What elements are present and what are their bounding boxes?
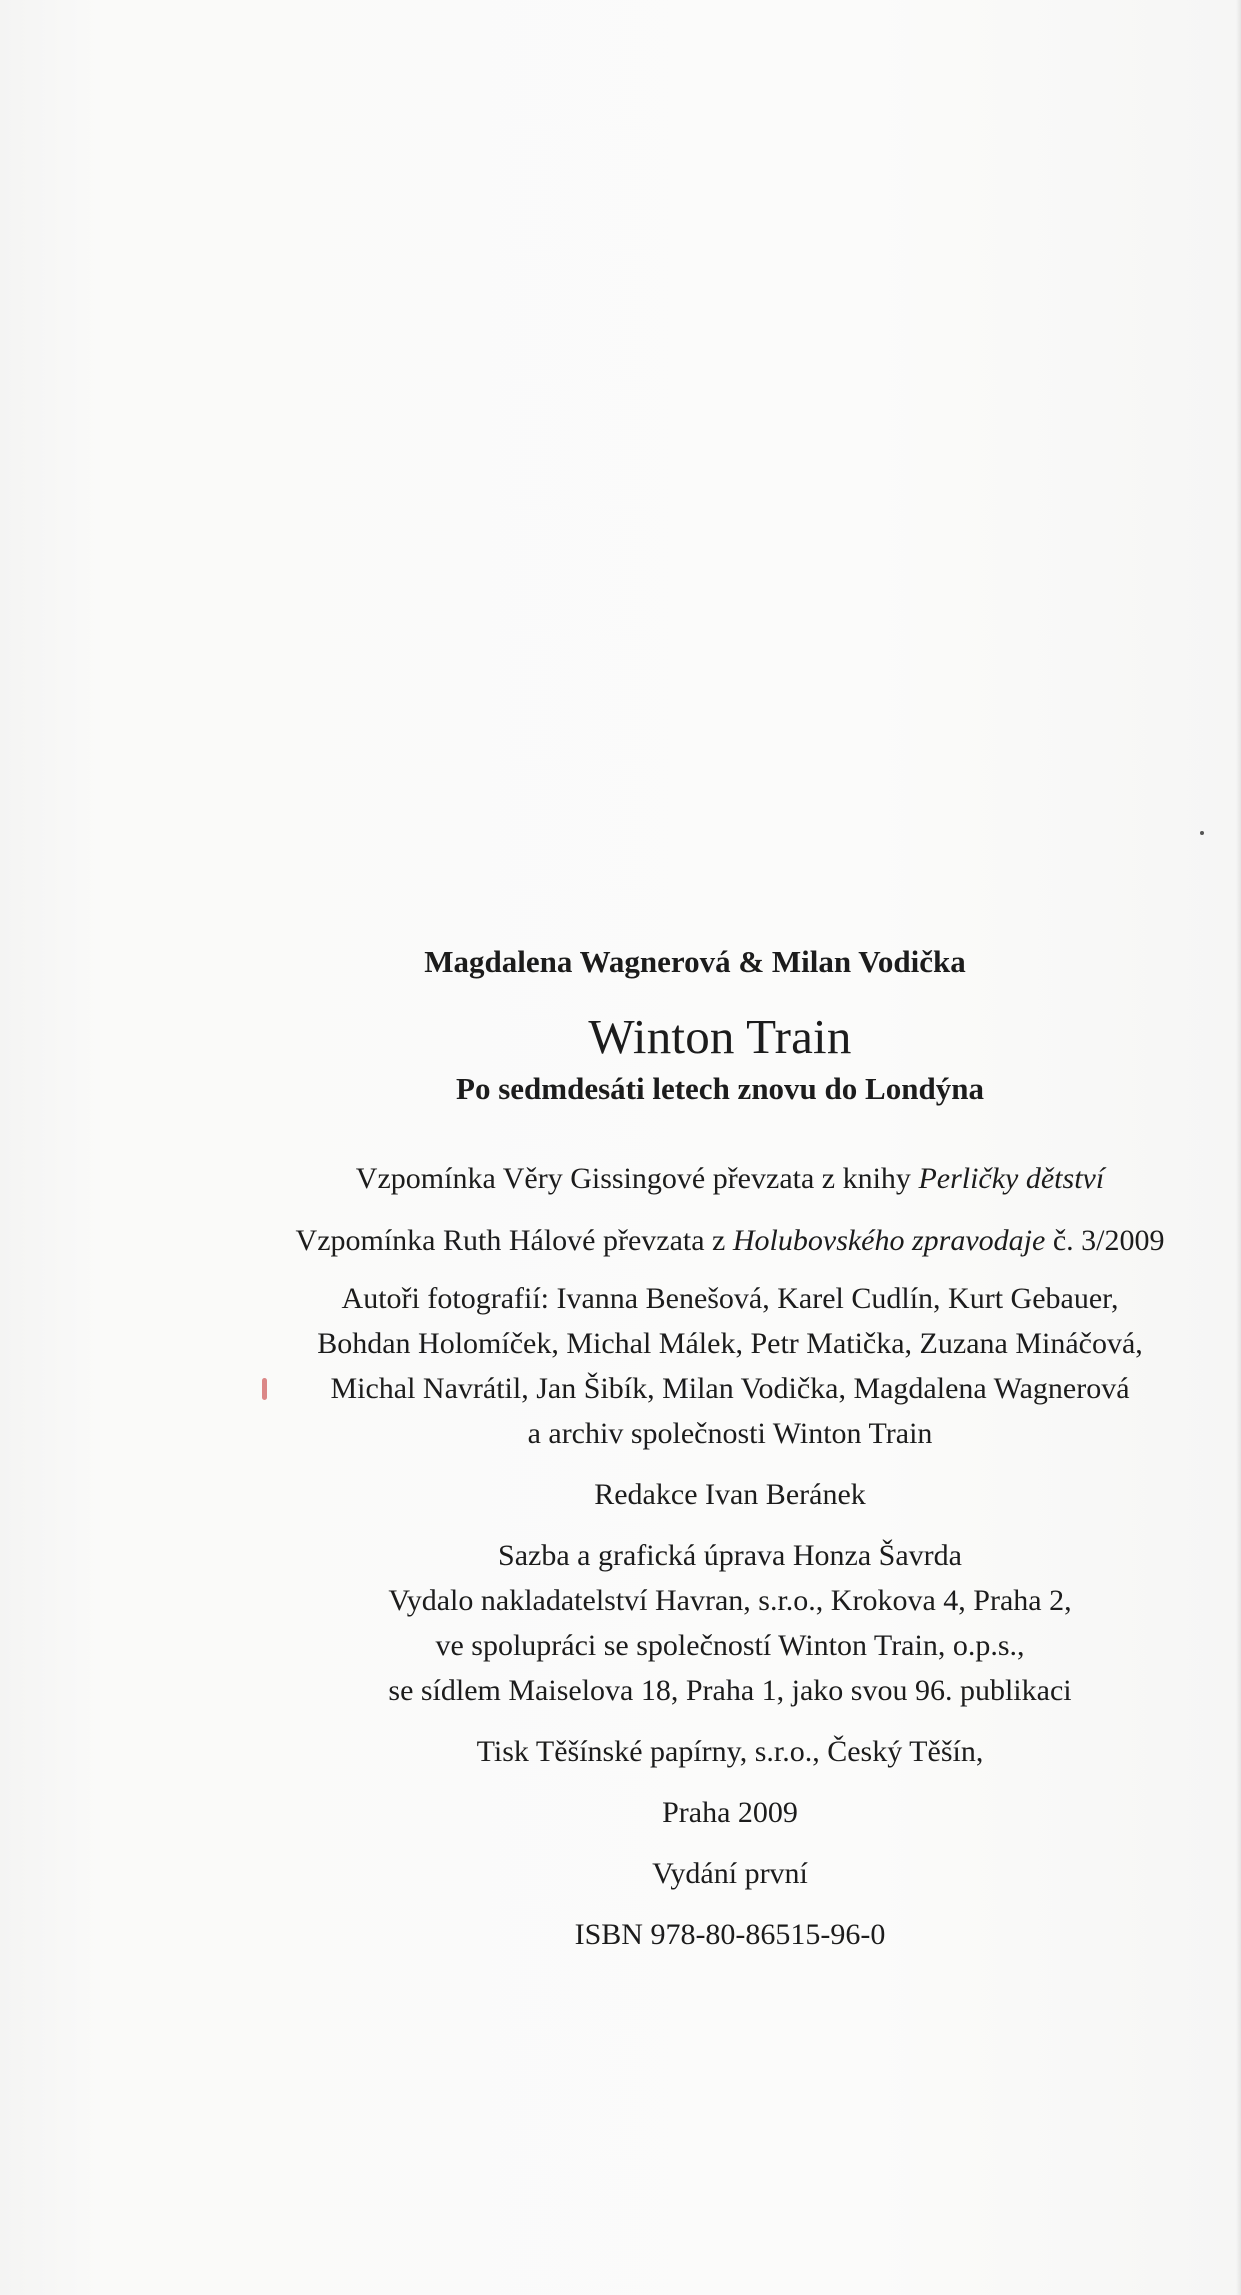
memory-vera-credit [210,1156,1241,1201]
memory-ruth-prefix: Vzpomínka Ruth Hálové převzata z [295,1224,733,1257]
publisher-line: Sazba a grafická úprava Honza Šavrda [498,1539,962,1572]
photo-credit-line: a archiv společnosti Winton Train [527,1417,933,1450]
publisher-line: se sídlem Maiselova 18, Praha 1, jako svou 96. publikaci [388,1674,1072,1707]
isbn: ISBN 978-80-86515-96-0 [574,1918,886,1951]
photo-credit-line: Bohdan Holomíček, Michal Málek, Petr Matička, Zuzana Mináčová, [317,1327,1143,1360]
photo-credit-line: Michal Navrátil, Jan Šibík, Milan Vodička, Magdalena Wagnerová [330,1372,1130,1405]
memory-ruth-source: Holubovského zpravodaje [732,1224,1046,1257]
publisher-line: Vydalo nakladatelství Havran, s.r.o., Krokova 4, Praha 2, [388,1584,1072,1617]
paper-speck [1200,831,1204,835]
memory-ruth-credit [210,1218,1241,1263]
publisher-line: ve spolupráci se společností Winton Train, o.p.s., [435,1629,1025,1662]
photo-credits [210,1276,1241,1456]
colophon [210,940,1241,1957]
printer-credit: Tisk Těšínské papírny, s.r.o., Český Těšín, [476,1735,984,1768]
publisher-info [210,1533,1241,1713]
authors: Magdalena Wagnerová & Milan Vodička [424,944,966,979]
memory-vera-source: Perličky dětství [918,1162,1105,1195]
memory-ruth-suffix: č. 3/2009 [1045,1224,1165,1257]
book-title: Winton Train [588,1009,852,1064]
edition: Vydání první [652,1857,808,1890]
memory-vera-prefix: Vzpomínka Věry Gissingové převzata z knihy [355,1162,919,1195]
book-subtitle: Po sedmdesáti letech znovu do Londýna [456,1071,984,1106]
place-year: Praha 2009 [662,1796,798,1829]
editor-credit: Redakce Ivan Beránek [594,1478,866,1511]
photo-credit-line: Autoři fotografií: Ivanna Benešová, Karel Cudlín, Kurt Gebauer, [341,1282,1119,1315]
